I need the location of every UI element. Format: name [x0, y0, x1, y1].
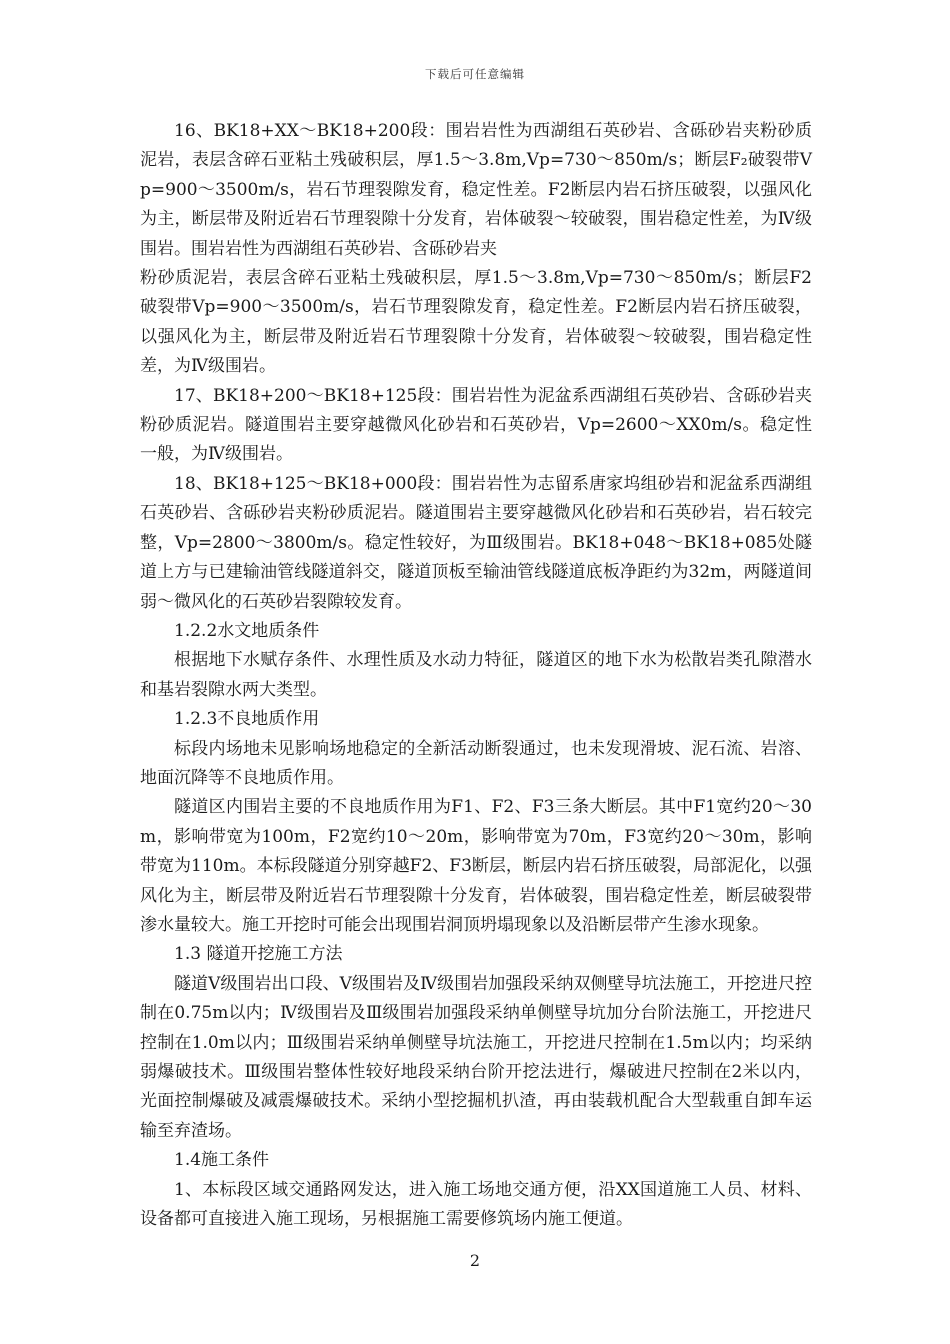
paragraph-excavation-method: 隧道Ⅴ级围岩出口段、Ⅴ级围岩及Ⅳ级围岩加强段采纳双侧壁导坑法施工，开挖进尺控制在0.75m以内；Ⅳ级围岩及Ⅲ级围岩加强段采纳单侧壁导坑加分台阶法施工，开挖进尺控制在1.0m以内；Ⅲ级围岩采纳单侧壁导坑法施工，开挖进尺控制在1.5m以内；均采纳弱爆破技术。Ⅲ级围岩整体性较好地段采纳台阶开挖法进行，爆破进尺控制在2米以内，光面控制爆破及减震爆破技术。采纳小型挖掘机扒渣，再由装载机配合大型载重自卸车运输至弃渣场。	[140, 973, 812, 1141]
paragraph-adverse-geology: 标段内场地未见影响场地稳定的全新活动断裂通过，也未发现滑坡、泥石流、岩溶、地面沉降等不良地质作用。	[140, 738, 812, 788]
paragraph-faults: 隧道区内围岩主要的不良地质作用为F1、F2、F3三条大断层。其中F1宽约20～30m，影响带宽为100m，F2宽约10～20m，影响带宽为70m，F3宽约20～30m，影响带宽为110m。本标段隧道分别穿越F2、F3断层，断层内岩石挤压破裂，局部泥化，以强风化为主，断层带及附近岩石节理裂隙十分发育，岩体破裂，围岩稳定性差，断层破裂带渗水量较大。施工开挖时可能会出现围岩洞顶坍塌现象以及沿断层带产生渗水现象。	[140, 797, 812, 935]
page-header-note: 下载后可任意编辑	[425, 67, 525, 81]
document-body	[140, 117, 812, 1234]
heading-construction-conditions: 1.4施工条件	[174, 1150, 270, 1171]
paragraph-section-16: 16、BK18+XX～BK18+200段：围岩岩性为西湖组石英砂岩、含砾砂岩夹粉砂质泥岩，表层含碎石亚粘土残破积层，厚1.5～3.8m,Vp=730～850m/s；断层F₂破裂带Vp=900～3500m/s，岩石节理裂隙发育，稳定性差。F2断层内岩石挤压破裂，以强风化为主，断层带及附近岩石节理裂隙十分发育，岩体破裂～较破裂，围岩稳定性差，为Ⅳ级围岩。围岩岩性为西湖组石英砂岩、含砾砂岩夹	[140, 121, 812, 259]
paragraph-construction-conditions: 1、本标段区域交通路网发达，进入施工场地交通方便，沿XX国道施工人员、材料、设备都可直接进入施工现场，另根据施工需要修筑场内施工便道。	[140, 1179, 812, 1230]
heading-excavation-method: 1.3 隧道开挖施工方法	[174, 944, 343, 965]
paragraph-section-17: 17、BK18+200～BK18+125段：围岩岩性为泥盆系西湖组石英砂岩、含砾砂岩夹粉砂质泥岩。隧道围岩主要穿越微风化砂岩和石英砂岩，Vp=2600～XX0m/s。稳定性一般，为Ⅳ级围岩。	[140, 385, 812, 465]
page-number: 2	[469, 1251, 481, 1270]
paragraph-section-18: 18、BK18+125～BK18+000段：围岩岩性为志留系唐家坞组砂岩和泥盆系西湖组石英砂岩、含砾砂岩夹粉砂质泥岩。隧道围岩主要穿越微风化砂岩和石英砂岩，岩石较完整，Vp=2800～3800m/s。稳定性较好，为Ⅲ级围岩。BK18+048～BK18+085处隧道上方与已建输油管线隧道斜交，隧道顶板至输油管线隧道底板净距约为32m，两隧道间弱～微风化的石英砂岩裂隙较发育。	[140, 473, 812, 612]
paragraph-section-16-continued: 粉砂质泥岩，表层含碎石亚粘土残破积层，厚1.5～3.8m,Vp=730～850m/s；断层F2破裂带Vp=900～3500m/s，岩石节理裂隙发育，稳定性差。F2断层内岩石挤压破裂，以强风化为主，断层带及附近岩石节理裂隙十分发育，岩体破裂～较破裂，围岩稳定性差，为Ⅳ级围岩。	[140, 268, 812, 377]
heading-adverse-geology: 1.2.3不良地质作用	[174, 709, 320, 730]
paragraph-hydrogeology: 根据地下水赋存条件、水理性质及水动力特征，隧道区的地下水为松散岩类孔隙潜水和基岩裂隙水两大类型。	[140, 650, 812, 700]
heading-hydrogeology: 1.2.2水文地质条件	[174, 620, 320, 641]
